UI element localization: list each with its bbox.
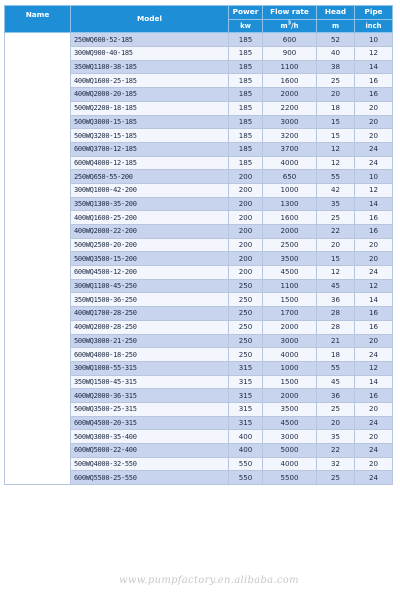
model-cell: 400WQ1600-25-185 — [71, 74, 229, 88]
flow-rate-cell: 4500 — [263, 416, 317, 430]
flow-rate-cell: 4000 — [263, 156, 317, 170]
model-cell: 500WQ4000-32-550 — [71, 457, 229, 471]
flow-rate-cell: 4000 — [263, 457, 317, 471]
model-cell: 350WQ1100-38-185 — [71, 60, 229, 74]
flow-rate-cell: 3000 — [263, 115, 317, 129]
power-cell: 200 — [229, 252, 263, 266]
model-cell: 500WQ3000-35-400 — [71, 430, 229, 444]
pipe-cell: 12 — [355, 279, 393, 293]
model-cell: 500WQ2500-20-200 — [71, 238, 229, 252]
power-cell: 250 — [229, 279, 263, 293]
pipe-cell: 20 — [355, 101, 393, 115]
flow-rate-cell: 3200 — [263, 129, 317, 143]
flow-rate-cell: 2000 — [263, 320, 317, 334]
unit-flow-base: m — [280, 22, 288, 31]
name-cell — [5, 33, 71, 485]
head-cell: 35 — [317, 430, 355, 444]
head-cell: 15 — [317, 252, 355, 266]
power-cell: 200 — [229, 197, 263, 211]
head-cell: 36 — [317, 389, 355, 403]
model-cell: 400WQ1700-28-250 — [71, 307, 229, 321]
pipe-cell: 14 — [355, 60, 393, 74]
model-cell: 500WQ3200-15-185 — [71, 129, 229, 143]
head-cell: 12 — [317, 266, 355, 280]
head-cell: 15 — [317, 129, 355, 143]
flow-rate-cell: 3500 — [263, 402, 317, 416]
pipe-cell: 24 — [355, 156, 393, 170]
header-head: Head — [317, 6, 355, 20]
table-row — [5, 33, 393, 47]
power-cell: 200 — [229, 266, 263, 280]
flow-rate-cell: 2000 — [263, 389, 317, 403]
model-cell: 300WQ900-40-185 — [71, 47, 229, 61]
head-cell: 22 — [317, 225, 355, 239]
header-pipe: Pipe — [355, 6, 393, 20]
model-cell: 300WQ1000-42-200 — [71, 183, 229, 197]
model-cell: 350WQ1500-45-315 — [71, 375, 229, 389]
power-cell: 185 — [229, 156, 263, 170]
head-cell: 55 — [317, 361, 355, 375]
flow-rate-cell: 3700 — [263, 142, 317, 156]
power-cell: 400 — [229, 444, 263, 458]
model-cell: 400WQ2000-22-200 — [71, 225, 229, 239]
model-cell: 350WQ1300-35-200 — [71, 197, 229, 211]
head-cell: 22 — [317, 444, 355, 458]
flow-rate-cell: 1700 — [263, 307, 317, 321]
power-cell: 250 — [229, 293, 263, 307]
pipe-cell: 16 — [355, 307, 393, 321]
pipe-cell: 14 — [355, 293, 393, 307]
pipe-cell: 24 — [355, 416, 393, 430]
head-cell: 28 — [317, 307, 355, 321]
model-cell: 250WQ650-55-200 — [71, 170, 229, 184]
header-row — [5, 6, 393, 20]
model-cell: 600WQ4000-12-185 — [71, 156, 229, 170]
pipe-cell: 14 — [355, 375, 393, 389]
pipe-cell: 20 — [355, 238, 393, 252]
pipe-cell: 20 — [355, 129, 393, 143]
pipe-cell: 10 — [355, 33, 393, 47]
model-cell: 400WQ2000-28-250 — [71, 320, 229, 334]
model-cell: 500WQ3500-25-315 — [71, 402, 229, 416]
flow-rate-cell: 900 — [263, 47, 317, 61]
model-cell: 600WQ4000-18-250 — [71, 348, 229, 362]
power-cell: 185 — [229, 47, 263, 61]
pipe-cell: 20 — [355, 430, 393, 444]
pipe-cell: 24 — [355, 266, 393, 280]
power-cell: 185 — [229, 101, 263, 115]
flow-rate-cell: 5000 — [263, 444, 317, 458]
power-cell: 315 — [229, 402, 263, 416]
flow-rate-cell: 3500 — [263, 252, 317, 266]
model-cell: 300WQ1100-45-250 — [71, 279, 229, 293]
pipe-cell: 12 — [355, 183, 393, 197]
power-cell: 250 — [229, 334, 263, 348]
flow-rate-cell: 1000 — [263, 361, 317, 375]
power-cell: 315 — [229, 361, 263, 375]
power-cell: 400 — [229, 430, 263, 444]
pipe-cell: 20 — [355, 115, 393, 129]
flow-rate-cell: 1600 — [263, 211, 317, 225]
model-cell: 600WQ3700-12-185 — [71, 142, 229, 156]
head-cell: 21 — [317, 334, 355, 348]
head-cell: 20 — [317, 416, 355, 430]
flow-rate-cell: 2000 — [263, 88, 317, 102]
power-cell: 200 — [229, 238, 263, 252]
flow-rate-cell: 2200 — [263, 101, 317, 115]
flow-rate-cell: 1500 — [263, 375, 317, 389]
power-cell: 200 — [229, 211, 263, 225]
pipe-cell: 24 — [355, 471, 393, 485]
power-cell: 550 — [229, 471, 263, 485]
pipe-cell: 24 — [355, 444, 393, 458]
model-cell: 250WQ600-52-185 — [71, 33, 229, 47]
pipe-cell: 20 — [355, 252, 393, 266]
pipe-cell: 20 — [355, 334, 393, 348]
pipe-cell: 16 — [355, 225, 393, 239]
head-cell: 42 — [317, 183, 355, 197]
pipe-cell: 12 — [355, 47, 393, 61]
pipe-cell: 12 — [355, 361, 393, 375]
head-cell: 20 — [317, 88, 355, 102]
model-cell: 500WQ2200-18-185 — [71, 101, 229, 115]
header-name: Name — [5, 6, 71, 33]
pipe-cell: 16 — [355, 88, 393, 102]
table-header — [5, 6, 393, 33]
watermark: www.pumpfactory.en.alibaba.com — [119, 575, 299, 586]
flow-rate-cell: 1600 — [263, 74, 317, 88]
model-cell: 350WQ1500-36-250 — [71, 293, 229, 307]
model-cell: 400WQ2000-36-315 — [71, 389, 229, 403]
head-cell: 12 — [317, 142, 355, 156]
unit-flow — [263, 19, 317, 33]
power-cell: 200 — [229, 170, 263, 184]
power-cell: 250 — [229, 320, 263, 334]
power-cell: 315 — [229, 389, 263, 403]
head-cell: 36 — [317, 293, 355, 307]
flow-rate-cell: 4500 — [263, 266, 317, 280]
head-cell: 45 — [317, 375, 355, 389]
pump-spec-sheet — [4, 5, 392, 586]
head-cell: 55 — [317, 170, 355, 184]
flow-rate-cell: 3000 — [263, 334, 317, 348]
head-cell: 18 — [317, 348, 355, 362]
pipe-cell: 14 — [355, 197, 393, 211]
model-cell: 400WQ2000-20-185 — [71, 88, 229, 102]
flow-rate-cell: 1100 — [263, 279, 317, 293]
head-cell: 18 — [317, 101, 355, 115]
pipe-cell: 20 — [355, 457, 393, 471]
head-cell: 32 — [317, 457, 355, 471]
head-cell: 25 — [317, 74, 355, 88]
model-cell: 600WQ4500-20-315 — [71, 416, 229, 430]
unit-power: kw — [229, 19, 263, 33]
head-cell: 25 — [317, 471, 355, 485]
model-cell: 500WQ3000-21-250 — [71, 334, 229, 348]
unit-head: m — [317, 19, 355, 33]
power-cell: 185 — [229, 129, 263, 143]
pipe-cell: 20 — [355, 402, 393, 416]
power-cell: 250 — [229, 348, 263, 362]
power-cell: 250 — [229, 307, 263, 321]
power-cell: 185 — [229, 60, 263, 74]
power-cell: 315 — [229, 375, 263, 389]
flow-rate-cell: 3000 — [263, 430, 317, 444]
header-model: Model — [71, 6, 229, 33]
head-cell: 52 — [317, 33, 355, 47]
power-cell: 185 — [229, 74, 263, 88]
unit-flow-tail: /h — [291, 22, 299, 31]
flow-rate-cell: 1000 — [263, 183, 317, 197]
power-cell: 185 — [229, 33, 263, 47]
header-flow-rate: Flow rate — [263, 6, 317, 20]
pipe-cell: 16 — [355, 320, 393, 334]
flow-rate-cell: 600 — [263, 33, 317, 47]
head-cell: 12 — [317, 156, 355, 170]
power-cell: 200 — [229, 183, 263, 197]
head-cell: 40 — [317, 47, 355, 61]
head-cell: 45 — [317, 279, 355, 293]
flow-rate-cell: 1300 — [263, 197, 317, 211]
pipe-cell: 16 — [355, 389, 393, 403]
model-cell: 600WQ5500-25-550 — [71, 471, 229, 485]
model-cell: 600WQ4500-12-200 — [71, 266, 229, 280]
header-power: Power — [229, 6, 263, 20]
power-cell: 185 — [229, 115, 263, 129]
pipe-cell: 24 — [355, 348, 393, 362]
flow-rate-cell: 1100 — [263, 60, 317, 74]
pump-spec-table — [4, 5, 393, 485]
head-cell: 15 — [317, 115, 355, 129]
power-cell: 200 — [229, 225, 263, 239]
head-cell: 35 — [317, 197, 355, 211]
power-cell: 315 — [229, 416, 263, 430]
pipe-cell: 10 — [355, 170, 393, 184]
power-cell: 185 — [229, 88, 263, 102]
unit-flow-sup: 3 — [287, 20, 292, 27]
table-body — [5, 33, 393, 485]
flow-rate-cell: 1500 — [263, 293, 317, 307]
unit-pipe: inch — [355, 19, 393, 33]
flow-rate-cell: 4000 — [263, 348, 317, 362]
head-cell: 20 — [317, 238, 355, 252]
model-cell: 600WQ5000-22-400 — [71, 444, 229, 458]
pipe-cell: 16 — [355, 74, 393, 88]
power-cell: 550 — [229, 457, 263, 471]
flow-rate-cell: 2000 — [263, 225, 317, 239]
pipe-cell: 24 — [355, 142, 393, 156]
flow-rate-cell: 5500 — [263, 471, 317, 485]
head-cell: 25 — [317, 211, 355, 225]
flow-rate-cell: 2500 — [263, 238, 317, 252]
head-cell: 25 — [317, 402, 355, 416]
head-cell: 28 — [317, 320, 355, 334]
model-cell: 300WQ1000-55-315 — [71, 361, 229, 375]
model-cell: 500WQ3000-15-185 — [71, 115, 229, 129]
pipe-cell: 16 — [355, 211, 393, 225]
head-cell: 38 — [317, 60, 355, 74]
flow-rate-cell: 650 — [263, 170, 317, 184]
power-cell: 185 — [229, 142, 263, 156]
model-cell: 500WQ3500-15-200 — [71, 252, 229, 266]
model-cell: 400WQ1600-25-200 — [71, 211, 229, 225]
